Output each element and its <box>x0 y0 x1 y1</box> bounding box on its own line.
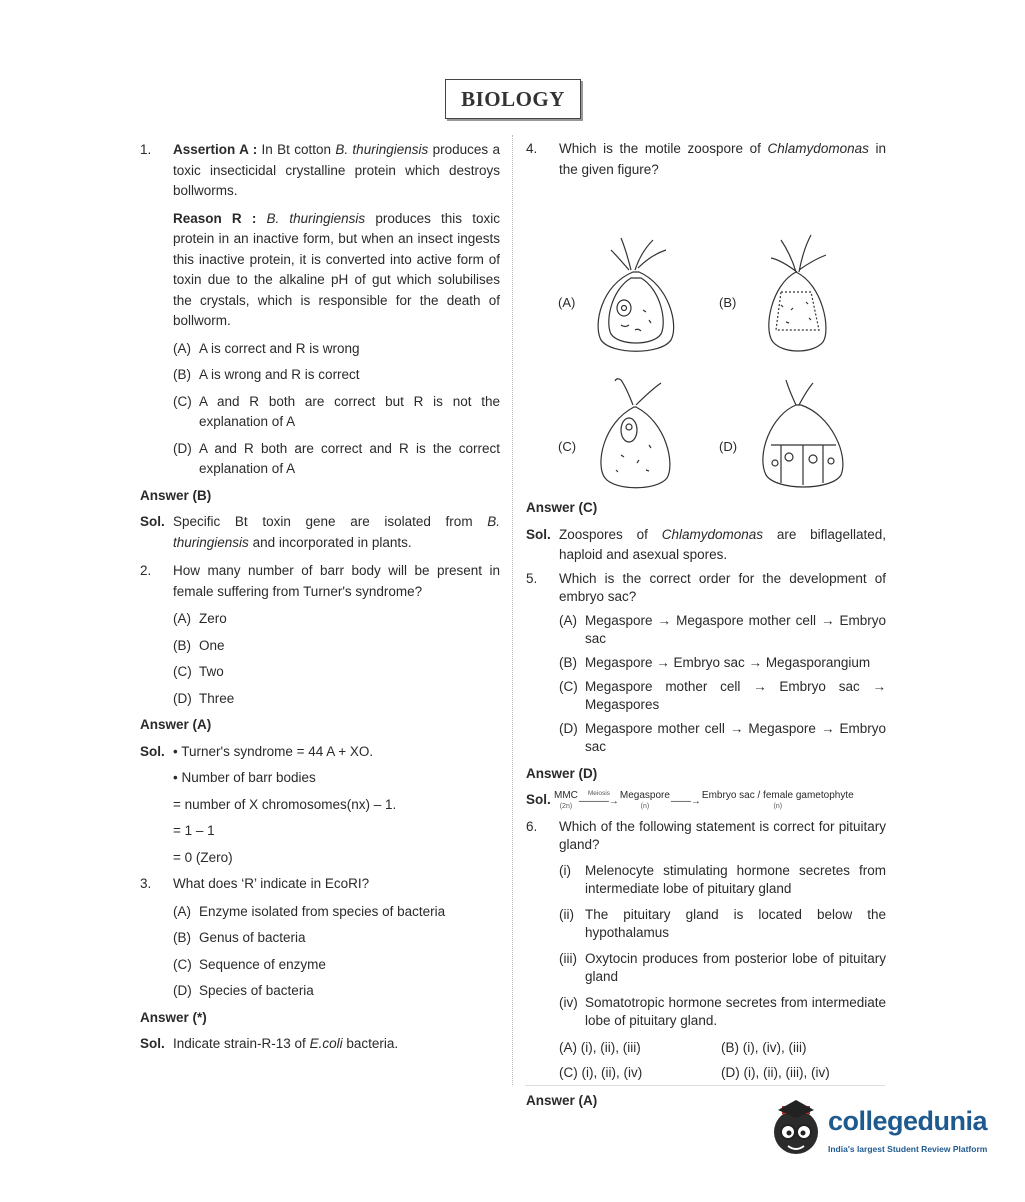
question-number: 3. <box>140 876 152 891</box>
option-a[interactable] <box>173 902 500 923</box>
option-b[interactable] <box>559 654 886 672</box>
option-text: A and R both are correct and R is the correct explanation of A <box>199 440 500 476</box>
assertion-post: produces a toxic insecticidal crystalline protein which destroys bollworms. <box>173 142 500 198</box>
question-text: How many number of barr body will be present in female suffering from Turner's syndrome? <box>173 563 500 599</box>
answer-label: Answer (D) <box>526 765 598 781</box>
flow-node-mmc <box>554 790 578 812</box>
option-label: (B) <box>173 930 191 945</box>
statement-text: Oxytocin produces from posterior lobe of pituitary gland <box>585 951 886 984</box>
reason-species: B. thuringiensis <box>266 210 366 226</box>
flow-node-text: MMC <box>554 790 578 801</box>
option-label: (C) <box>173 664 192 679</box>
solution <box>526 525 886 566</box>
question-number: 6. <box>526 819 538 834</box>
option-text: (i), (ii), (iii), (iv) <box>743 1064 830 1080</box>
solution-pre: Zoospores of <box>559 526 648 542</box>
option-c[interactable] <box>173 955 500 976</box>
statement-iv <box>559 994 886 1030</box>
solution <box>140 512 500 553</box>
flow-node-text: Embryo sac / female gametophyte <box>701 790 854 801</box>
question-number: 2. <box>140 563 152 578</box>
statement-text: Somatotropic hormone secretes from intermediate lobe of pituitary gland. <box>585 995 886 1028</box>
option-d[interactable] <box>173 439 500 480</box>
assertion-species: B. thuringiensis <box>335 142 429 157</box>
mascot-icon <box>768 1098 826 1164</box>
option-b[interactable] <box>173 636 500 657</box>
flow-node-text: Megaspore <box>619 790 670 801</box>
flow-node-sub: (2n) <box>559 803 573 810</box>
option-text: Two <box>199 664 224 679</box>
brand-name: collegedunia <box>828 1106 988 1136</box>
option-text: Megaspore mother cell → Megaspore → Embryo sac <box>585 720 886 754</box>
option-c[interactable] <box>173 392 500 433</box>
reason-label: Reason R : <box>173 210 257 226</box>
option-text: Megaspore mother cell → Embryo sac → Megaspores <box>585 678 886 712</box>
assertion-label: Assertion A : <box>173 142 258 157</box>
option-text: Species of bacteria <box>199 983 314 998</box>
flow-arrow-label: Meiosis <box>587 790 610 797</box>
statement-label: (ii) <box>559 907 574 922</box>
option-label: (C) <box>173 393 192 409</box>
option-label: (C) <box>559 678 578 694</box>
solution-label: Sol. <box>140 743 165 759</box>
option-text: (i), (iv), (iii) <box>742 1040 807 1055</box>
assertion-pre: In Bt cotton <box>261 142 331 157</box>
solution <box>140 742 500 763</box>
solution-post: and incorporated in plants. <box>252 534 412 550</box>
option-a[interactable] <box>173 609 500 630</box>
option-text: One <box>199 637 225 653</box>
page-title: BIOLOGY <box>445 79 581 119</box>
solution-line: • Turner's syndrome = 44 A + XO. <box>173 743 374 759</box>
solution-species: E.coli <box>309 1036 343 1051</box>
figure-label-d[interactable]: (D) <box>719 439 738 454</box>
flow-node-sub: (n) <box>640 803 650 810</box>
option-text: A is wrong and R is correct <box>199 367 360 382</box>
option-text: (i), (ii), (iv) <box>581 1064 643 1080</box>
flow-node-embryo-sac <box>702 790 854 812</box>
column-divider <box>512 135 514 1085</box>
option-label: (A) <box>173 903 191 919</box>
figure-label-a[interactable]: (A) <box>558 295 576 310</box>
answer-label: Answer (C) <box>526 500 598 515</box>
development-flow <box>526 790 886 812</box>
option-text: A is correct and R is wrong <box>199 340 360 356</box>
question-text <box>559 139 886 180</box>
option-d[interactable] <box>721 1063 891 1084</box>
question-number: 5. <box>526 570 538 586</box>
solution-line: = 0 (Zero) <box>173 849 233 865</box>
option-label: (D) <box>173 690 192 706</box>
solution-text <box>559 525 886 566</box>
solution-label: Sol. <box>526 792 551 807</box>
option-d[interactable] <box>173 689 500 710</box>
arrow-right-icon: ———→ <box>578 796 619 807</box>
answer-label: Answer (A) <box>526 1093 598 1108</box>
option-text: A and R both are correct but R is not the explanation of A <box>199 393 500 429</box>
option-d[interactable] <box>559 720 886 756</box>
question-2 <box>140 561 500 602</box>
answer-label: Answer (B) <box>140 487 212 503</box>
option-text: Three <box>199 690 235 706</box>
answer-options <box>559 1038 886 1083</box>
option-label: (D) <box>721 1064 740 1080</box>
solution <box>140 1034 500 1055</box>
option-label: (B) <box>559 654 577 670</box>
option-d[interactable] <box>173 981 500 1002</box>
statement-iii <box>559 950 886 986</box>
solution-pre: Specific Bt toxin gene are isolated from <box>173 514 473 529</box>
question-1 <box>140 140 500 202</box>
solution-post: bacteria. <box>346 1036 399 1051</box>
option-b[interactable] <box>173 365 500 386</box>
figure-label-c[interactable]: (C) <box>558 439 577 454</box>
zoospore-c-drawing <box>591 375 681 495</box>
brand-tagline: India's largest Student Review Platform <box>828 1144 988 1154</box>
statement-i <box>559 862 886 898</box>
option-c[interactable] <box>559 1063 721 1084</box>
flow-arrow-meiosis <box>579 790 619 806</box>
solution-species: Chlamydomonas <box>661 526 763 542</box>
zoospore-a-drawing <box>591 230 681 360</box>
question-species: Chlamydomonas <box>767 141 869 156</box>
statement-text: Melenocyte stimulating hormone secretes from intermediate lobe of pituitary gland <box>585 863 886 896</box>
question-text: Which is the correct order for the development of embryo sac? <box>559 570 886 604</box>
option-label: (C) <box>173 956 192 972</box>
option-label: (A) <box>173 611 191 626</box>
solution-text <box>173 512 500 553</box>
option-a[interactable] <box>559 1038 721 1059</box>
option-c[interactable] <box>559 678 886 714</box>
option-b[interactable] <box>721 1038 891 1059</box>
bottom-rule <box>525 1085 885 1086</box>
brand-logo[interactable] <box>768 1096 993 1168</box>
option-label: (B) <box>173 367 191 382</box>
reason-post: produces this toxic protein in an inactive form, but when an insect ingests this inactive protein, it is converted into active form of toxin due to the alkaline pH of gut which solubilises the crystals, which is responsible for the death of bollworm. <box>173 210 500 328</box>
question-pre: Which is the motile zoospore of <box>559 141 761 156</box>
zoospore-d-drawing <box>751 375 851 495</box>
solution-line: = number of X chromosomes(nx) – 1. <box>173 796 397 812</box>
option-label: (D) <box>173 440 192 456</box>
option-label: (A) <box>173 340 191 356</box>
question-4 <box>526 139 886 180</box>
answer-label: Answer (A) <box>140 717 212 732</box>
solution-label: Sol. <box>140 1036 165 1051</box>
option-text: Enzyme isolated from species of bacteria <box>199 903 446 919</box>
solution-label: Sol. <box>526 526 551 542</box>
figure-label-b[interactable]: (B) <box>719 295 737 310</box>
question-text: What does ‘R’ indicate in EcoRI? <box>173 876 370 891</box>
option-a[interactable] <box>173 339 500 360</box>
option-text: Megaspore → Embryo sac → Megasporangium <box>585 654 871 670</box>
option-label: (A) <box>559 612 577 628</box>
flow-node-megaspore <box>620 790 670 812</box>
option-label: (A) <box>559 1040 577 1055</box>
statement-ii <box>559 906 886 942</box>
question-number: 1. <box>140 142 152 157</box>
question-post: in the given figure? <box>559 141 886 177</box>
solution-text <box>173 1034 500 1055</box>
left-column <box>140 140 500 1055</box>
solution-label: Sol. <box>140 514 165 529</box>
option-text: Megaspore → Megaspore mother cell → Embryo sac <box>585 612 886 646</box>
statement-label: (iii) <box>559 951 577 966</box>
flow-node-sub: (n) <box>773 803 783 810</box>
option-label: (D) <box>173 983 192 998</box>
arrow-right-icon: ——→ <box>670 796 701 807</box>
question-3 <box>140 874 500 895</box>
question-6 <box>526 818 886 854</box>
solution-pre: Indicate strain-R-13 of <box>173 1036 306 1051</box>
option-text: Genus of bacteria <box>199 930 306 945</box>
option-label: (D) <box>559 720 578 736</box>
zoospore-b-drawing <box>751 230 841 360</box>
option-label: (B) <box>721 1040 739 1055</box>
solution-species: B. thuringiensis <box>173 514 500 550</box>
statement-text: The pituitary gland is located below the hypothalamus <box>585 907 886 940</box>
option-a[interactable] <box>559 612 886 648</box>
option-b[interactable] <box>173 928 500 949</box>
option-text: Sequence of enzyme <box>199 956 326 972</box>
solution-line: = 1 – 1 <box>173 823 215 838</box>
right-column <box>526 139 886 1112</box>
option-text: (i), (ii), (iii) <box>580 1040 641 1055</box>
statement-label: (i) <box>559 863 571 878</box>
flow-arrow <box>671 790 701 806</box>
answer-label: Answer (*) <box>140 1009 207 1025</box>
solution-line: • Number of barr bodies <box>173 770 316 785</box>
option-text: Zero <box>199 611 227 626</box>
option-label: (C) <box>559 1064 578 1080</box>
assertion-text <box>173 140 500 202</box>
option-label: (B) <box>173 637 191 653</box>
question-5 <box>526 570 886 606</box>
option-c[interactable] <box>173 662 500 683</box>
zoospore-figure <box>526 180 886 492</box>
reason-text <box>173 209 500 332</box>
statement-label: (iv) <box>559 995 578 1010</box>
question-text: Which of the following statement is correct for pituitary gland? <box>559 819 886 852</box>
question-number: 4. <box>526 141 538 156</box>
solution-post: are biflagellated, haploid and asexual spores. <box>559 526 886 562</box>
